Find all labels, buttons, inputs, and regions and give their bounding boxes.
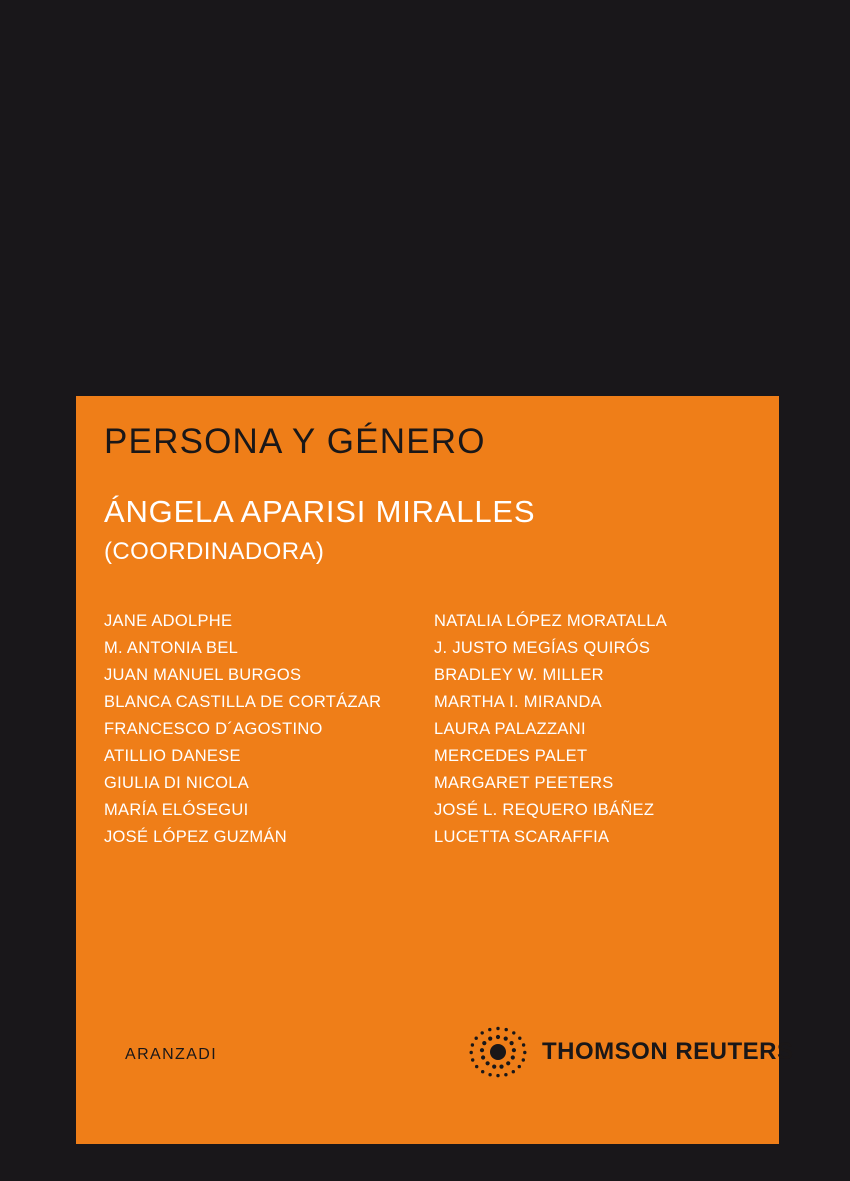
author-name: BLANCA CASTILLA DE CORTÁZAR	[104, 693, 382, 711]
author-name: JOSÉ LÓPEZ GUZMÁN	[104, 828, 287, 846]
author-name: JOSÉ L. REQUERO IBÁÑEZ	[434, 801, 655, 819]
author-name: LAURA PALAZZANI	[434, 720, 586, 738]
authors-list	[104, 608, 744, 851]
brand-logo	[466, 1020, 794, 1084]
author-name: JUAN MANUEL BURGOS	[104, 666, 302, 684]
author-name: MARTHA I. MIRANDA	[434, 693, 602, 711]
author-name: JANE ADOLPHE	[104, 612, 233, 630]
author-name: NATALIA LÓPEZ MORATALLA	[434, 612, 668, 630]
author-name: J. JUSTO MEGÍAS QUIRÓS	[434, 639, 651, 657]
author-name: MARÍA ELÓSEGUI	[104, 801, 249, 819]
thomson-reuters-dots-logo-icon	[466, 1020, 530, 1084]
authors-column-left	[104, 608, 434, 851]
publisher-name: ARANZADI	[125, 1046, 218, 1063]
author-name: FRANCESCO D´AGOSTINO	[104, 720, 323, 738]
author-name: GIULIA DI NICOLA	[104, 774, 250, 792]
brand-name: THOMSON REUTERS	[542, 1038, 794, 1065]
authors-column-right	[434, 608, 744, 851]
author-name: LUCETTA SCARAFFIA	[434, 828, 610, 846]
author-name: ATILLIO DANESE	[104, 747, 241, 765]
author-name: M. ANTONIA BEL	[104, 639, 239, 657]
author-name: BRADLEY W. MILLER	[434, 666, 604, 684]
coordinator-name: ÁNGELA APARISI MIRALLES	[104, 494, 536, 529]
book-title: PERSONA Y GÉNERO	[104, 422, 486, 461]
coordinator-role: (COORDINADORA)	[104, 538, 325, 565]
author-name: MERCEDES PALET	[434, 747, 588, 765]
author-name: MARGARET PEETERS	[434, 774, 614, 792]
